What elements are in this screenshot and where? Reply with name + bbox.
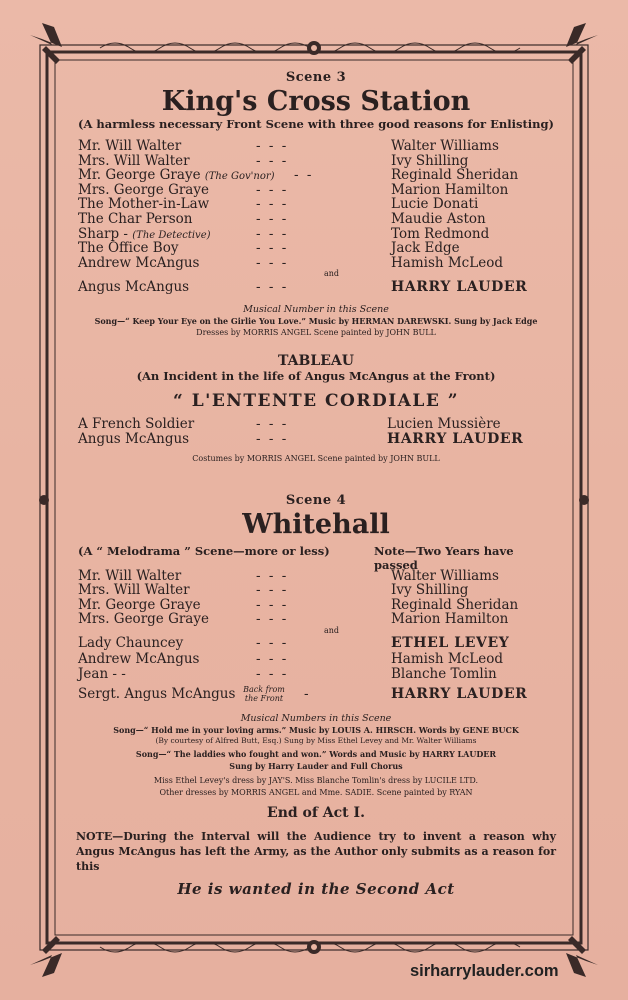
cast-row <box>72 583 560 598</box>
actor: Maudie Aston <box>391 210 486 227</box>
and-connector: and <box>324 625 340 635</box>
role: Mrs. George Graye <box>78 611 209 628</box>
dashes: - - - <box>256 181 289 198</box>
role: Angus McAngus <box>78 279 190 296</box>
role: The Office Boy <box>78 240 179 257</box>
role: Lady Chauncey <box>78 634 184 651</box>
role: The Mother-in-Law <box>78 196 210 213</box>
role: Mrs. Will Walter <box>78 582 190 599</box>
dashes: - - - <box>256 665 289 682</box>
dashes: - <box>304 686 311 703</box>
cast-row <box>72 168 560 183</box>
interval-note: NOTE—During the Interval will the Audience try to invent a reason why Angus McAngus has left the Army, as the Author only submits as a reason for this <box>76 830 556 874</box>
scene4-song2-credits: Sung by Harry Lauder and Full Chorus <box>229 761 403 772</box>
dashes: - - <box>294 167 314 184</box>
scene4-subtitle: (A “ Melodrama ” Scene—more or less) <box>78 543 330 558</box>
actor: ETHEL LEVEY <box>391 634 510 651</box>
dashes: - - - <box>256 279 289 296</box>
star-cast-row <box>72 635 560 652</box>
role-name: Sharp - <box>78 225 128 242</box>
dashes: - - - <box>256 611 289 628</box>
role: Andrew McAngus <box>78 650 200 667</box>
cast-row <box>72 256 560 271</box>
cast-row <box>72 417 560 432</box>
back-from-front-note: Back from the Front <box>243 685 285 704</box>
tableau-cast-list <box>72 417 560 446</box>
actor: Hamish McLeod <box>391 650 503 667</box>
scene3-label: Scene 3 <box>285 70 347 85</box>
cast-row <box>72 227 560 242</box>
dashes: - - - <box>256 430 289 447</box>
tableau-title: “ L'ENTENTE CORDIALE ” <box>173 391 459 412</box>
scene4-dresses2: Other dresses by MORRIS ANGEL and Mme. SADIE. Scene painted by RYAN <box>159 788 473 798</box>
cast-row <box>72 139 560 154</box>
dashes: - - - <box>256 416 289 433</box>
cast-row <box>72 652 560 667</box>
actor: Lucie Donati <box>391 196 479 213</box>
dashes: - - - <box>256 225 289 242</box>
dashes: - - - <box>256 582 289 599</box>
role: Sergt. Angus McAngus <box>78 686 236 703</box>
cast-row <box>72 212 560 227</box>
actor: Ivy Shilling <box>391 152 469 169</box>
actor: Ivy Shilling <box>391 582 469 599</box>
role: Mrs. Will Walter <box>78 152 190 169</box>
role: Mrs. George Graye <box>78 181 209 198</box>
role: The Char Person <box>78 210 193 227</box>
star-cast-row <box>72 683 560 705</box>
actor: Reginald Sheridan <box>391 167 519 184</box>
scene4-song1: Song—“ Hold me in your loving arms.” Music by LOUIS A. HIRSCH. Words by GENE BUCK <box>113 725 519 736</box>
tableau-credits: Costumes by MORRIS ANGEL Scene painted by JOHN BULL <box>192 453 440 463</box>
second-act-tagline: He is wanted in the Second Act <box>177 880 455 899</box>
scene3-cast-list <box>72 139 560 296</box>
scene4-cast-list <box>72 569 560 706</box>
role: A French Soldier <box>78 416 195 433</box>
scene4-dresses1: Miss Ethel Levey's dress by JAY'S. Miss Blanche Tomlin's dress by LUCILE LTD. <box>153 776 479 786</box>
actor: Reginald Sheridan <box>391 596 519 613</box>
role-name: Mr. George Graye <box>78 167 201 184</box>
actor: Walter Williams <box>391 567 499 584</box>
scene4-time-note: Note—Two Years have passed <box>374 543 514 572</box>
actor: Lucien Mussière <box>387 416 501 433</box>
end-of-act: End of Act I. <box>267 805 365 822</box>
star-cast-row <box>72 278 560 296</box>
cast-row <box>72 197 560 212</box>
dashes: - - - <box>256 196 289 213</box>
scene3-song: Song—“ Keep Your Eye on the Girlie You Love.” Music by HERMAN DAREWSKI. Sung by Jack Edge <box>94 316 538 327</box>
scene4-musical-heading: Musical Numbers in this Scene <box>240 713 392 725</box>
tableau-subtitle: (An Incident in the life of Angus McAngus at the Front) <box>136 369 496 384</box>
actor: HARRY LAUDER <box>387 430 524 447</box>
dashes: - - - <box>256 634 289 651</box>
dashes: - - - <box>256 254 289 271</box>
role: Andrew McAngus <box>78 254 200 271</box>
dashes: - - - <box>256 240 289 257</box>
role: Angus McAngus <box>78 430 190 447</box>
dashes: - - - <box>256 210 289 227</box>
cast-row <box>72 183 560 198</box>
cast-row <box>72 154 560 169</box>
dashes: - - - <box>256 567 289 584</box>
role: Mr. Will Walter <box>78 138 182 154</box>
scene4-title: Whitehall <box>242 508 390 540</box>
actor: Jack Edge <box>391 240 460 257</box>
dashes: - - - <box>256 596 289 613</box>
cast-row <box>72 612 560 627</box>
and-connector: and <box>324 269 340 279</box>
scene3-credits: Dresses by MORRIS ANGEL Scene painted by JOHN BULL <box>196 328 436 338</box>
role: Mr. Will Walter <box>78 567 182 584</box>
actor: Blanche Tomlin <box>391 665 497 682</box>
role-note: (The Gov'nor) <box>204 171 275 183</box>
scene4-subtitle-row <box>72 543 560 572</box>
cast-row <box>72 667 560 682</box>
watermark: sirharrylauder.com <box>410 962 559 980</box>
role-note: (The Detective) <box>132 229 211 241</box>
scene3-musical-heading: Musical Number in this Scene <box>243 304 389 316</box>
role: Mr. George Graye <box>78 596 201 613</box>
scene4-label: Scene 4 <box>285 492 347 508</box>
cast-row <box>72 569 560 584</box>
cast-row <box>72 598 560 613</box>
actor: Marion Hamilton <box>391 181 509 198</box>
star-cast-row <box>72 432 560 447</box>
scene4-song1-credits: (By courtesy of Alfred Butt, Esq.) Sung by Miss Ethel Levey and Mr. Walter Williams <box>155 736 477 746</box>
dashes: - - - <box>256 152 289 169</box>
cast-row <box>72 241 560 256</box>
dashes: - - - <box>256 138 289 154</box>
actor: Hamish McLeod <box>391 254 503 271</box>
scene4-song2: Song—“ The laddies who fought and won.” Words and Music by HARRY LAUDER <box>135 749 497 760</box>
actor: HARRY LAUDER <box>391 279 528 296</box>
scene3-title: King's Cross Station <box>161 86 471 117</box>
tableau-heading: TABLEAU <box>278 353 354 370</box>
scene3-subtitle: (A harmless necessary Front Scene with three good reasons for Enlisting) <box>78 117 554 131</box>
dashes: - - - <box>256 650 289 667</box>
program-content <box>72 70 560 940</box>
actor: Walter Williams <box>391 138 499 154</box>
actor: Tom Redmond <box>391 225 490 242</box>
role: Jean - - <box>78 665 126 682</box>
actor: HARRY LAUDER <box>391 686 528 703</box>
actor: Marion Hamilton <box>391 611 509 628</box>
